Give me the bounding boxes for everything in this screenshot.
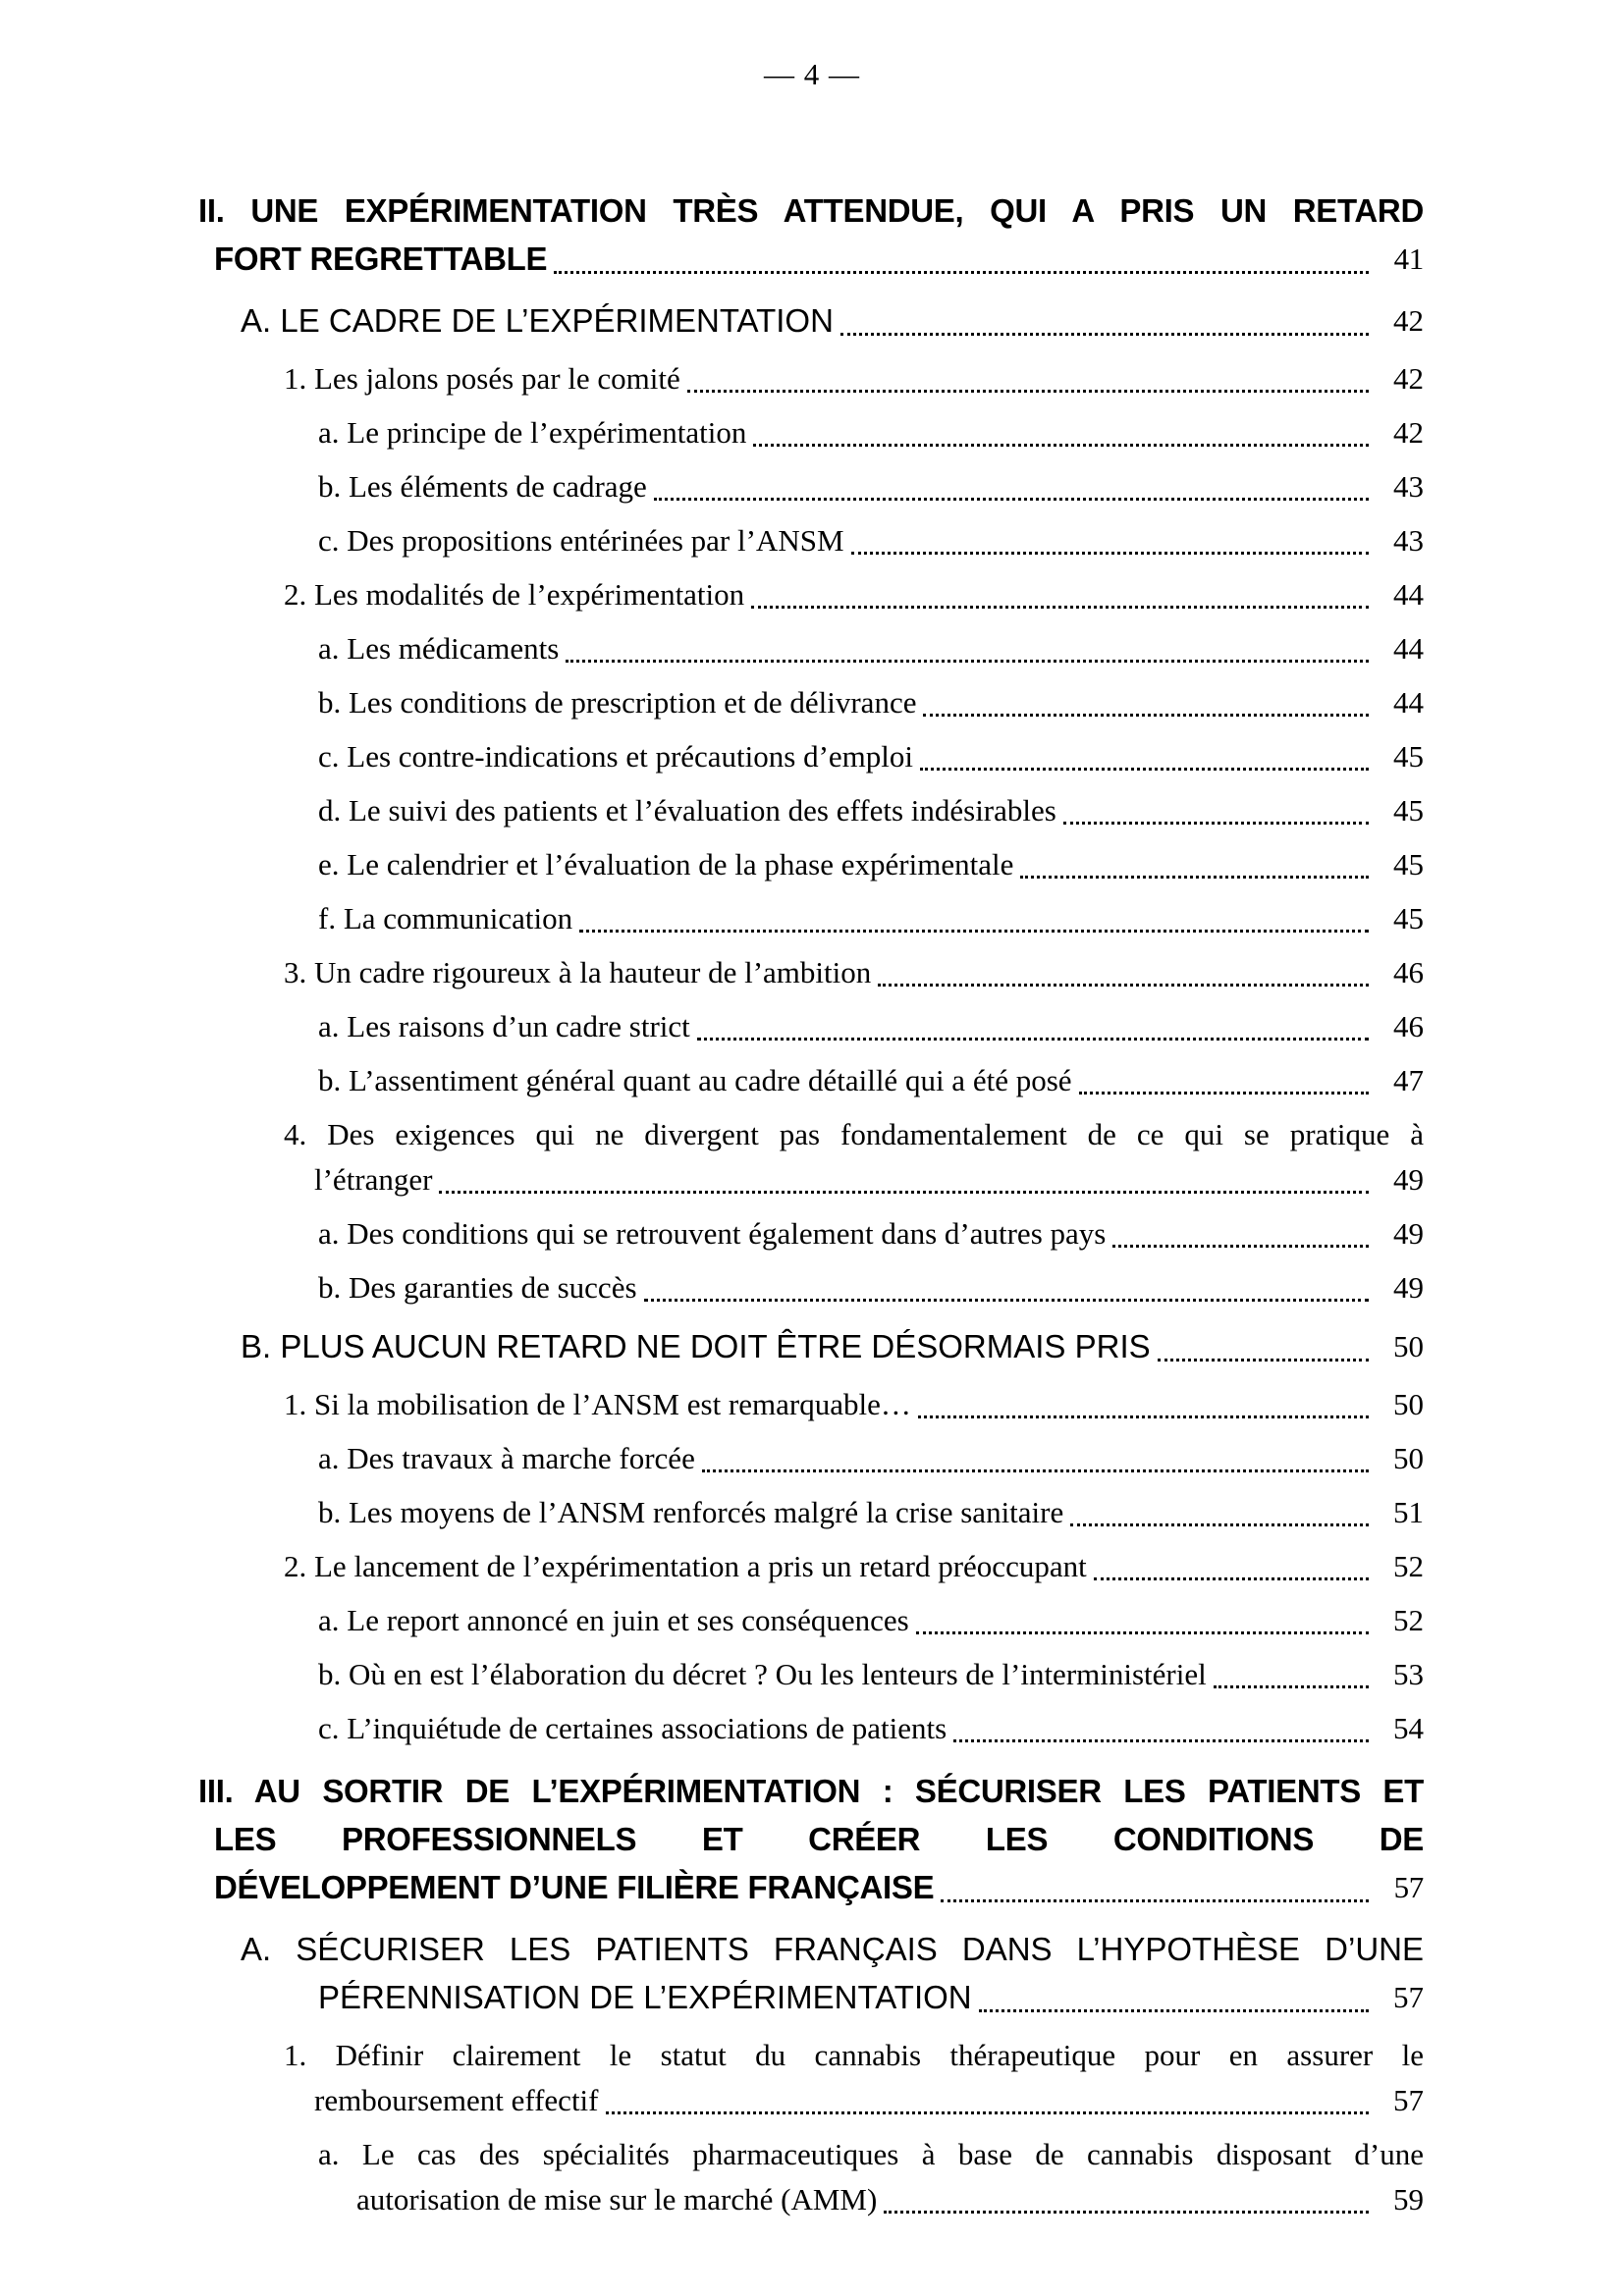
page-number: 53 <box>1393 1657 1424 1691</box>
page-number: 45 <box>1393 901 1424 935</box>
toc-entry-label: A. <box>241 1931 272 1967</box>
page-number: 44 <box>1393 631 1424 666</box>
toc-entry <box>0 2033 1424 2123</box>
toc-entry <box>0 950 1424 995</box>
toc-entry <box>0 1211 1424 1256</box>
toc-entry-text: a. Les médicaments <box>318 631 560 666</box>
toc-entry-text: a. Des travaux à marche forcée <box>318 1441 695 1475</box>
dot-leader <box>1094 1577 1369 1580</box>
toc-entry-label: c. <box>318 523 340 558</box>
toc-entry-text: b. Les éléments de cadrage <box>318 469 647 504</box>
toc-entry <box>0 1767 1424 1911</box>
dot-leader <box>1063 822 1369 825</box>
toc-entry <box>0 1598 1424 1643</box>
toc-entry-text: a. Le report annoncé en juin et ses conséquences <box>318 1603 909 1637</box>
toc-entry <box>0 1265 1424 1310</box>
toc-entry-text: b. Les conditions de prescription et de délivrance <box>318 685 917 720</box>
toc-entry-line: II. UNE EXPÉRIMENTATION TRÈS ATTENDUE, QUI A PRIS UN RETARD <box>198 192 1424 229</box>
toc-entry <box>0 896 1424 941</box>
page-number: 46 <box>1393 955 1424 989</box>
toc-entry <box>0 788 1424 833</box>
toc <box>0 187 1424 2222</box>
dot-leader <box>1070 1523 1369 1526</box>
toc-entry <box>0 518 1424 563</box>
page-number: 54 <box>1393 1711 1424 1745</box>
toc-entry-label: 2. <box>284 1549 307 1583</box>
dot-leader <box>918 1415 1369 1418</box>
page-number: 52 <box>1393 1549 1424 1583</box>
toc-entry <box>0 1544 1424 1589</box>
toc-entry-label: b. <box>318 1657 342 1691</box>
dot-leader <box>1214 1685 1369 1688</box>
toc-entry-label: c. <box>318 739 340 774</box>
dot-leader <box>920 768 1369 771</box>
toc-entry-text: 3. Un cadre rigoureux à la hauteur de l’ambition <box>284 955 872 989</box>
dot-leader <box>753 444 1369 447</box>
toc-entry-line: A. SÉCURISER LES PATIENTS FRANÇAIS DANS L’HYPOTHÈSE D’UNE <box>241 1931 1424 1967</box>
dot-leader <box>606 2111 1370 2114</box>
toc-entry-text: A. LE CADRE DE L’EXPÉRIMENTATION <box>241 302 834 339</box>
page-number: 57 <box>1393 1980 1424 2014</box>
toc-entry-text: c. Des propositions entérinées par l’ANSM <box>318 523 844 558</box>
toc-entry-text: 2. Le lancement de l’expérimentation a pris un retard préoccupant <box>284 1549 1087 1583</box>
toc-entry-text: PÉRENNISATION DE L’EXPÉRIMENTATION <box>318 1979 972 2015</box>
toc-entry-label: b. <box>318 1495 342 1529</box>
page-number: 50 <box>1393 1441 1424 1475</box>
toc-entry-text: d. Le suivi des patients et l’évaluation des effets indésirables <box>318 793 1056 828</box>
toc-entry-text: 1. Les jalons posés par le comité <box>284 361 680 396</box>
toc-entry <box>0 842 1424 887</box>
toc-entry-text: 2. Les modalités de l’expérimentation <box>284 577 745 612</box>
toc-entry-text: 1. Si la mobilisation de l’ANSM est remarquable… <box>284 1387 911 1421</box>
toc-entry-label: b. <box>318 469 342 504</box>
toc-entry-line: a. Le cas des spécialités pharmaceutiques à base de cannabis disposant d’une <box>318 2137 1424 2171</box>
toc-entry-text: B. PLUS AUCUN RETARD NE DOIT ÊTRE DÉSORMAIS PRIS <box>241 1328 1151 1364</box>
toc-entry-text: a. Les raisons d’un cadre strict <box>318 1009 690 1043</box>
dot-leader <box>840 333 1369 336</box>
dot-leader <box>1020 876 1369 879</box>
toc-entry <box>0 187 1424 283</box>
toc-entry-label: a. <box>318 2137 340 2171</box>
page-number: 46 <box>1393 1009 1424 1043</box>
toc-entry-text: FORT REGRETTABLE <box>214 240 548 277</box>
dot-leader <box>644 1299 1369 1302</box>
dot-leader <box>554 271 1369 274</box>
toc-entry-text: f. La communication <box>318 901 573 935</box>
dot-leader <box>1158 1359 1369 1362</box>
page-number: 41 <box>1393 241 1424 276</box>
dot-leader <box>654 498 1369 501</box>
toc-entry-line: III. AU SORTIR DE L’EXPÉRIMENTATION : SÉCURISER LES PATIENTS ET <box>198 1773 1424 1809</box>
page-number: 52 <box>1393 1603 1424 1637</box>
page-number: 57 <box>1393 2083 1424 2117</box>
page-number: 45 <box>1393 847 1424 881</box>
toc-entry-label: 2. <box>284 577 307 612</box>
dot-leader <box>751 606 1369 609</box>
dot-leader <box>1112 1245 1369 1248</box>
page-number: 59 <box>1393 2182 1424 2216</box>
toc-entry <box>0 296 1424 345</box>
toc-entry-label: d. <box>318 793 342 828</box>
dot-leader <box>702 1469 1369 1472</box>
dot-leader <box>687 390 1369 393</box>
toc-entry-label: c. <box>318 1711 340 1745</box>
dot-leader <box>884 2211 1369 2214</box>
dot-leader <box>979 2009 1369 2012</box>
toc-entry <box>0 1112 1424 1202</box>
page-number: 50 <box>1393 1387 1424 1421</box>
toc-entry-label: A. <box>241 302 272 339</box>
toc-entry-text: a. Des conditions qui se retrouvent également dans d’autres pays <box>318 1216 1107 1251</box>
toc-entry-label: 3. <box>284 955 307 989</box>
toc-entry <box>0 1925 1424 2021</box>
toc-entry <box>0 356 1424 401</box>
toc-entry-label: a. <box>318 1009 340 1043</box>
toc-entry-label: e. <box>318 847 340 881</box>
toc-entry-line: 4. Des exigences qui ne divergent pas fondamentalement de ce qui se pratique à <box>284 1117 1424 1151</box>
toc-entry <box>0 626 1424 671</box>
page-number: 44 <box>1393 685 1424 720</box>
page-number: 43 <box>1393 523 1424 558</box>
toc-entry <box>0 734 1424 779</box>
toc-entry <box>0 1058 1424 1103</box>
toc-entry-label: a. <box>318 1216 340 1251</box>
dot-leader <box>923 714 1369 717</box>
page-number: 44 <box>1393 577 1424 612</box>
toc-entry-text: c. Les contre-indications et précautions d’emploi <box>318 739 914 774</box>
toc-entry <box>0 680 1424 725</box>
toc-entry <box>0 1706 1424 1751</box>
dot-leader <box>579 930 1369 933</box>
toc-entry <box>0 464 1424 509</box>
toc-entry-label: 1. <box>284 1387 307 1421</box>
toc-entry <box>0 1436 1424 1481</box>
page-number: 43 <box>1393 469 1424 504</box>
toc-entry-label: b. <box>318 685 342 720</box>
toc-entry-label: b. <box>318 1270 342 1305</box>
toc-entry-text: b. Les moyens de l’ANSM renforcés malgré la crise sanitaire <box>318 1495 1064 1529</box>
dot-leader <box>941 1899 1369 1902</box>
page-number: 45 <box>1393 793 1424 828</box>
toc-entry-text: a. Le principe de l’expérimentation <box>318 415 747 450</box>
toc-entry-text: b. Des garanties de succès <box>318 1270 637 1305</box>
toc-entry-label: f. <box>318 901 337 935</box>
dot-leader <box>1079 1092 1369 1095</box>
toc-entry-text: c. L’inquiétude de certaines associations de patients <box>318 1711 947 1745</box>
dot-leader <box>439 1191 1369 1194</box>
page-number: 42 <box>1393 361 1424 396</box>
toc-entry-label: a. <box>318 415 340 450</box>
toc-entry-label: 1. <box>284 361 307 396</box>
page-number: 51 <box>1393 1495 1424 1529</box>
page-number: 49 <box>1393 1270 1424 1305</box>
toc-entry-line: LES PROFESSIONNELS ET CRÉER LES CONDITIONS DE <box>214 1821 1424 1857</box>
toc-entry-text: e. Le calendrier et l’évaluation de la phase expérimentale <box>318 847 1014 881</box>
toc-entry-text: autorisation de mise sur le marché (AMM) <box>356 2182 878 2216</box>
page-number: 45 <box>1393 739 1424 774</box>
page-number: 49 <box>1393 1216 1424 1251</box>
toc-entry-text: remboursement effectif <box>314 2083 599 2117</box>
toc-entry <box>0 2132 1424 2222</box>
toc-entry-label: a. <box>318 631 340 666</box>
page-number: 57 <box>1393 1870 1424 1904</box>
toc-entry <box>0 1652 1424 1697</box>
page-number: 47 <box>1393 1063 1424 1097</box>
toc-entry-text: DÉVELOPPEMENT D’UNE FILIÈRE FRANÇAISE <box>214 1869 935 1905</box>
toc-entry <box>0 572 1424 617</box>
toc-entry-label: b. <box>318 1063 342 1097</box>
toc-entry-line: 1. Définir clairement le statut du cannabis thérapeutique pour en assurer le <box>284 2038 1424 2072</box>
toc-entry-label: 1. <box>284 2038 307 2072</box>
toc-entry-text: b. L’assentiment général quant au cadre détaillé qui a été posé <box>318 1063 1072 1097</box>
toc-entry <box>0 1490 1424 1535</box>
dot-leader <box>697 1038 1369 1041</box>
toc-entry-label: 4. <box>284 1117 307 1151</box>
toc-entry-label: a. <box>318 1603 340 1637</box>
toc-entry <box>0 1382 1424 1427</box>
toc-entry-text: l’étranger <box>314 1162 433 1197</box>
toc-entry <box>0 1322 1424 1370</box>
toc-entry-label: II. <box>198 192 225 229</box>
dot-leader <box>953 1739 1369 1742</box>
toc-entry-text: b. Où en est l’élaboration du décret ? Ou les lenteurs de l’interministériel <box>318 1657 1207 1691</box>
toc-entry <box>0 1004 1424 1049</box>
page-number: 50 <box>1393 1329 1424 1363</box>
dot-leader <box>878 984 1369 987</box>
toc-entry <box>0 410 1424 455</box>
toc-entry-label: a. <box>318 1441 340 1475</box>
page-number: 42 <box>1393 415 1424 450</box>
dot-leader <box>851 552 1369 555</box>
dot-leader <box>916 1631 1369 1634</box>
toc-entry-label: B. <box>241 1328 272 1364</box>
toc-entry-label: III. <box>198 1773 234 1809</box>
page-number: 42 <box>1393 303 1424 338</box>
page-folio: — 4 — <box>764 57 860 91</box>
dot-leader <box>566 660 1369 663</box>
page-number: 49 <box>1393 1162 1424 1197</box>
